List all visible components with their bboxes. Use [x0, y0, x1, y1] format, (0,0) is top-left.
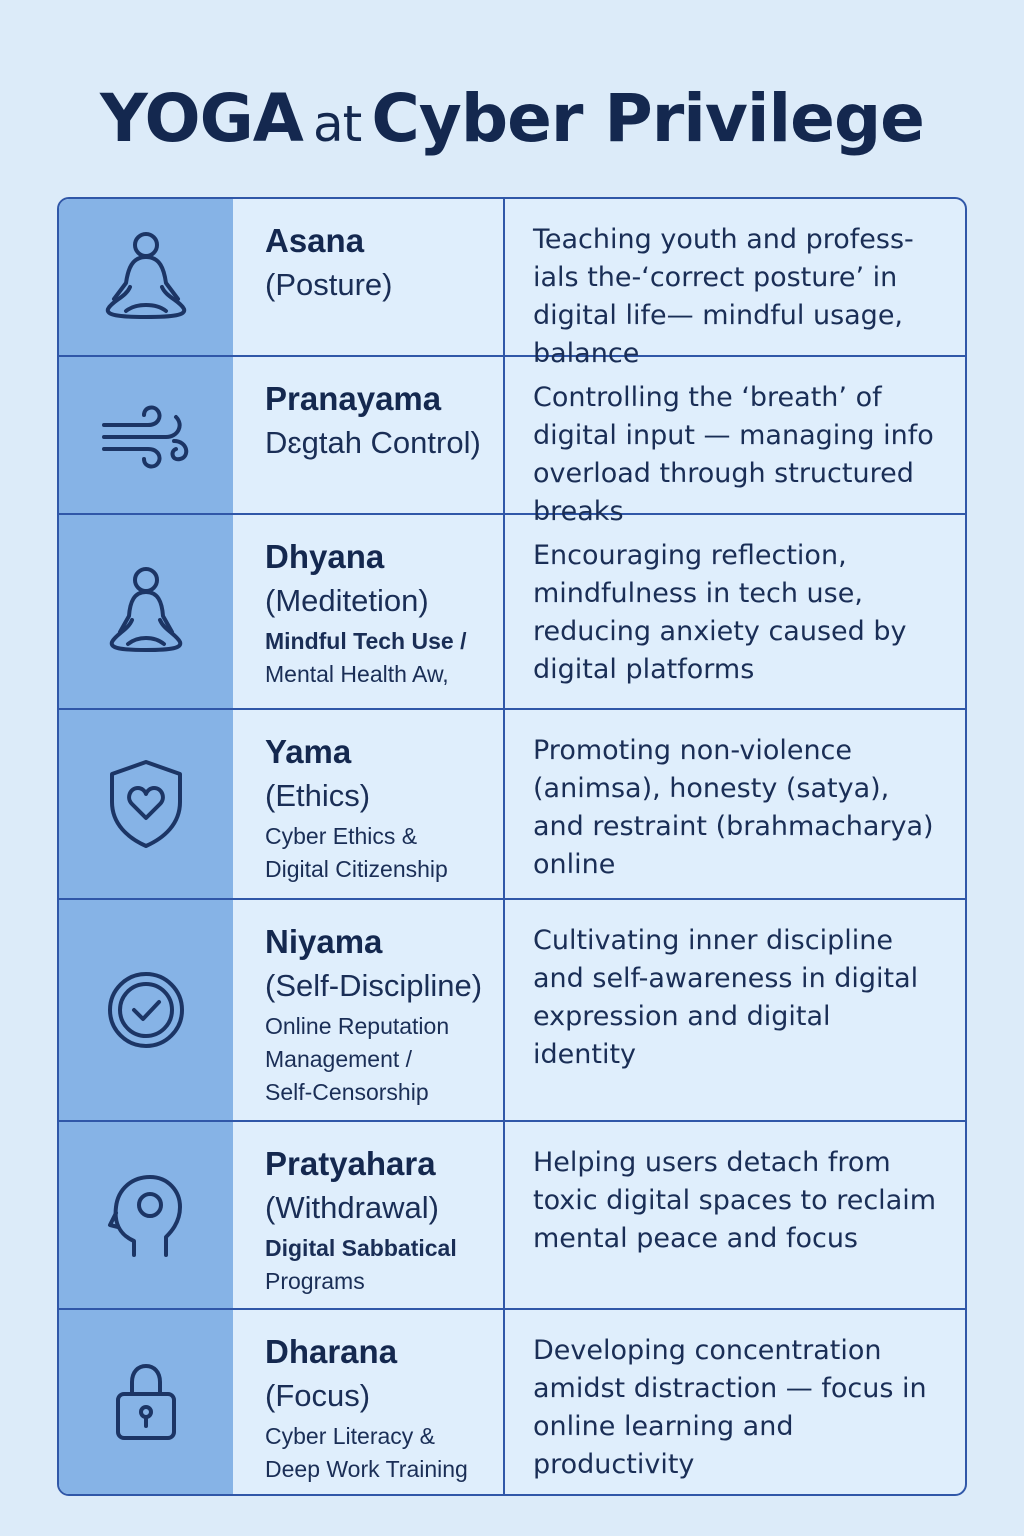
row-sub: Dɛgtah Control)	[265, 425, 481, 460]
table-row-dhyana	[59, 515, 965, 710]
row-extra: Mental Health Aw,	[265, 661, 449, 687]
title-yoga: YOGA	[100, 80, 303, 157]
row-sub: (Meditetion)	[265, 583, 429, 618]
icon-cell	[59, 900, 233, 1120]
row-extra-bold: Digital Sabbatical	[265, 1235, 457, 1261]
icon-cell	[59, 710, 233, 898]
name-cell	[233, 515, 505, 708]
page-title	[0, 80, 1024, 157]
row-name: Yama	[265, 733, 352, 770]
row-description: Teaching youth and profess-ials the-‘correct posture’ in digital life— mindful usage, balance	[533, 224, 914, 369]
row-name: Dhyana	[265, 538, 385, 575]
meditation-pose-icon	[96, 227, 196, 327]
row-description: Controlling the ‘breath’ of digital input — managing info overload through structured breaks	[533, 382, 934, 527]
icon-cell	[59, 515, 233, 708]
table-row-pranayama	[59, 357, 965, 527]
table-row-niyama	[59, 900, 965, 1122]
shield-heart-icon	[96, 754, 196, 854]
icon-cell	[59, 1122, 233, 1308]
name-cell	[233, 357, 505, 513]
icon-cell	[59, 357, 233, 513]
table-row-yama	[59, 710, 965, 900]
row-description: Helping users detach from toxic digital spaces to reclaim mental peace and focus	[533, 1147, 937, 1254]
row-name: Asana	[265, 222, 365, 259]
row-extra: Cyber Ethics & Digital Citizenship	[265, 823, 448, 882]
name-cell	[233, 1122, 505, 1308]
wind-breath-icon	[96, 385, 196, 485]
head-profile-icon	[96, 1165, 196, 1265]
row-sub: (Focus)	[265, 1378, 371, 1413]
row-sub: (Posture)	[265, 267, 393, 302]
table-row-pratyahara	[59, 1122, 965, 1310]
row-extra: Programs	[265, 1268, 365, 1294]
title-rest: Cyber Privilege	[371, 80, 924, 157]
row-extra-bold: Mindful Tech Use /	[265, 628, 467, 654]
row-description: Developing concentration amidst distraction — focus in online learning and productivity	[533, 1335, 927, 1480]
name-cell	[233, 199, 505, 355]
row-description: Encouraging reflection, mindfulness in tech use, reducing anxiety caused by digital platforms	[533, 540, 907, 685]
icon-cell	[59, 1310, 233, 1494]
row-sub: (Withdrawal)	[265, 1190, 439, 1225]
icon-cell	[59, 199, 233, 355]
yoga-table	[57, 197, 967, 1496]
row-extra: Online Reputation Management / Self-Censorship	[265, 1013, 450, 1105]
row-name: Pratyahara	[265, 1145, 436, 1182]
table-row-asana	[59, 199, 965, 369]
title-at: at	[312, 95, 362, 153]
row-extra: Cyber Literacy & Deep Work Training	[265, 1423, 468, 1482]
row-sub: (Ethics)	[265, 778, 371, 813]
row-sub: (Self-Discipline)	[265, 968, 483, 1003]
padlock-icon	[96, 1352, 196, 1452]
meditation-pose-icon	[96, 562, 196, 662]
row-name: Niyama	[265, 923, 383, 960]
row-name: Dharana	[265, 1333, 398, 1370]
row-description: Cultivating inner discipline and self-awareness in digital expression and digital identity	[533, 925, 919, 1070]
name-cell	[233, 710, 505, 898]
name-cell	[233, 1310, 505, 1494]
row-description: Promoting non-violence (animsa), honesty (satya), and restraint (brahmacharya) online	[533, 735, 934, 880]
row-name: Pranayama	[265, 380, 442, 417]
name-cell	[233, 900, 505, 1120]
check-circle-icon	[96, 960, 196, 1060]
table-row-dharana	[59, 1310, 965, 1494]
